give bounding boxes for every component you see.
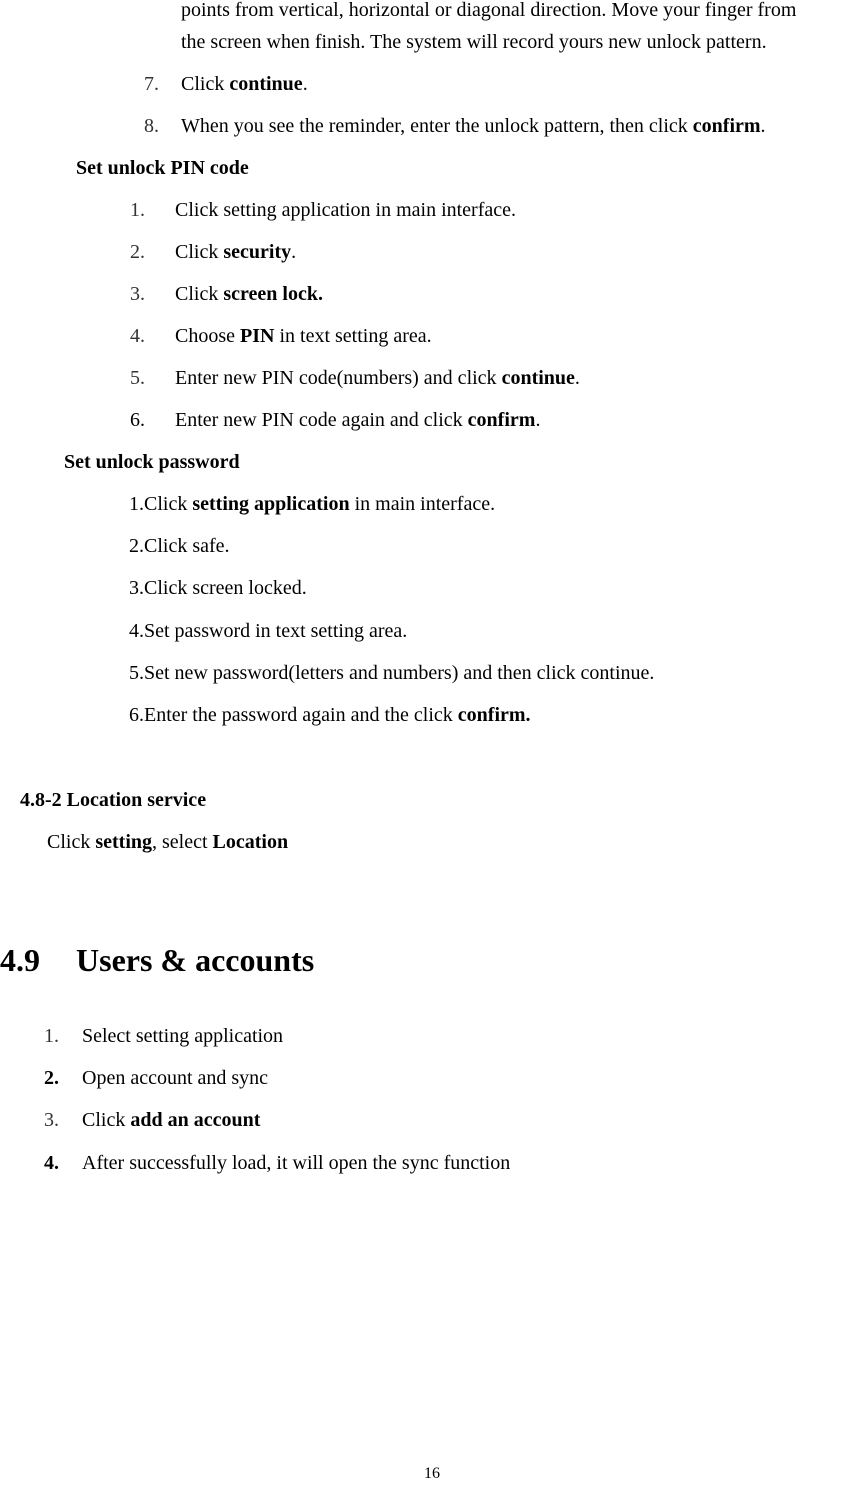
pattern-step-7: Click continue.	[181, 73, 308, 95]
password-step-6: 6.Enter the password again and the click confirm.	[129, 704, 531, 726]
pattern-step-8: When you see the reminder, enter the unlock pattern, then click confirm.	[181, 115, 766, 137]
account-step-2: Open account and sync	[82, 1067, 269, 1089]
password-step-4: 4.Set password in text setting area.	[129, 620, 408, 642]
account-step-3: Click add an account	[82, 1109, 261, 1131]
account-step-1: Select setting application	[82, 1025, 284, 1047]
location-instruction: Click setting, select Location	[47, 831, 289, 853]
account-step-4: After successfully load, it will open the sync function	[82, 1152, 511, 1174]
account-step-2-number: 2.	[44, 1067, 59, 1089]
password-heading: Set unlock password	[64, 451, 240, 473]
pin-step-4-number: 4.	[130, 325, 145, 347]
account-step-1-number: 1.	[44, 1025, 59, 1047]
page-number: 16	[424, 1465, 440, 1482]
password-step-2: 2.Click safe.	[129, 535, 230, 557]
intro-line-1: points from vertical, horizontal or diagonal direction. Move your finger from	[181, 0, 797, 21]
pin-step-3: Click screen lock.	[175, 283, 323, 305]
pin-step-1: Click setting application in main interface.	[175, 199, 517, 221]
pin-step-4: Choose PIN in text setting area.	[175, 325, 432, 347]
pattern-step-8-number: 8.	[144, 115, 159, 137]
pin-step-2-number: 2.	[130, 241, 145, 263]
pin-heading: Set unlock PIN code	[76, 157, 249, 179]
intro-line-2: the screen when finish. The system will record yours new unlock pattern.	[181, 31, 767, 53]
password-step-3: 3.Click screen locked.	[129, 577, 307, 599]
pin-step-6: Enter new PIN code again and click confirm.	[175, 409, 541, 431]
password-step-1: 1.Click setting application in main interface.	[129, 493, 496, 515]
account-step-3-number: 3.	[44, 1109, 59, 1131]
section-title: Users & accounts	[76, 942, 315, 978]
pin-step-6-number: 6.	[130, 409, 145, 431]
account-step-4-number: 4.	[44, 1152, 59, 1174]
pattern-step-7-number: 7.	[144, 73, 159, 95]
pin-step-2: Click security.	[175, 241, 297, 263]
pin-step-3-number: 3.	[130, 283, 145, 305]
pin-step-5-number: 5.	[130, 367, 145, 389]
pin-step-1-number: 1.	[130, 199, 145, 221]
location-heading: 4.8-2 Location service	[20, 789, 207, 811]
password-step-5: 5.Set new password(letters and numbers) and then click continue.	[129, 662, 655, 684]
section-number: 4.9	[0, 942, 40, 978]
pin-step-5: Enter new PIN code(numbers) and click continue.	[175, 367, 580, 389]
